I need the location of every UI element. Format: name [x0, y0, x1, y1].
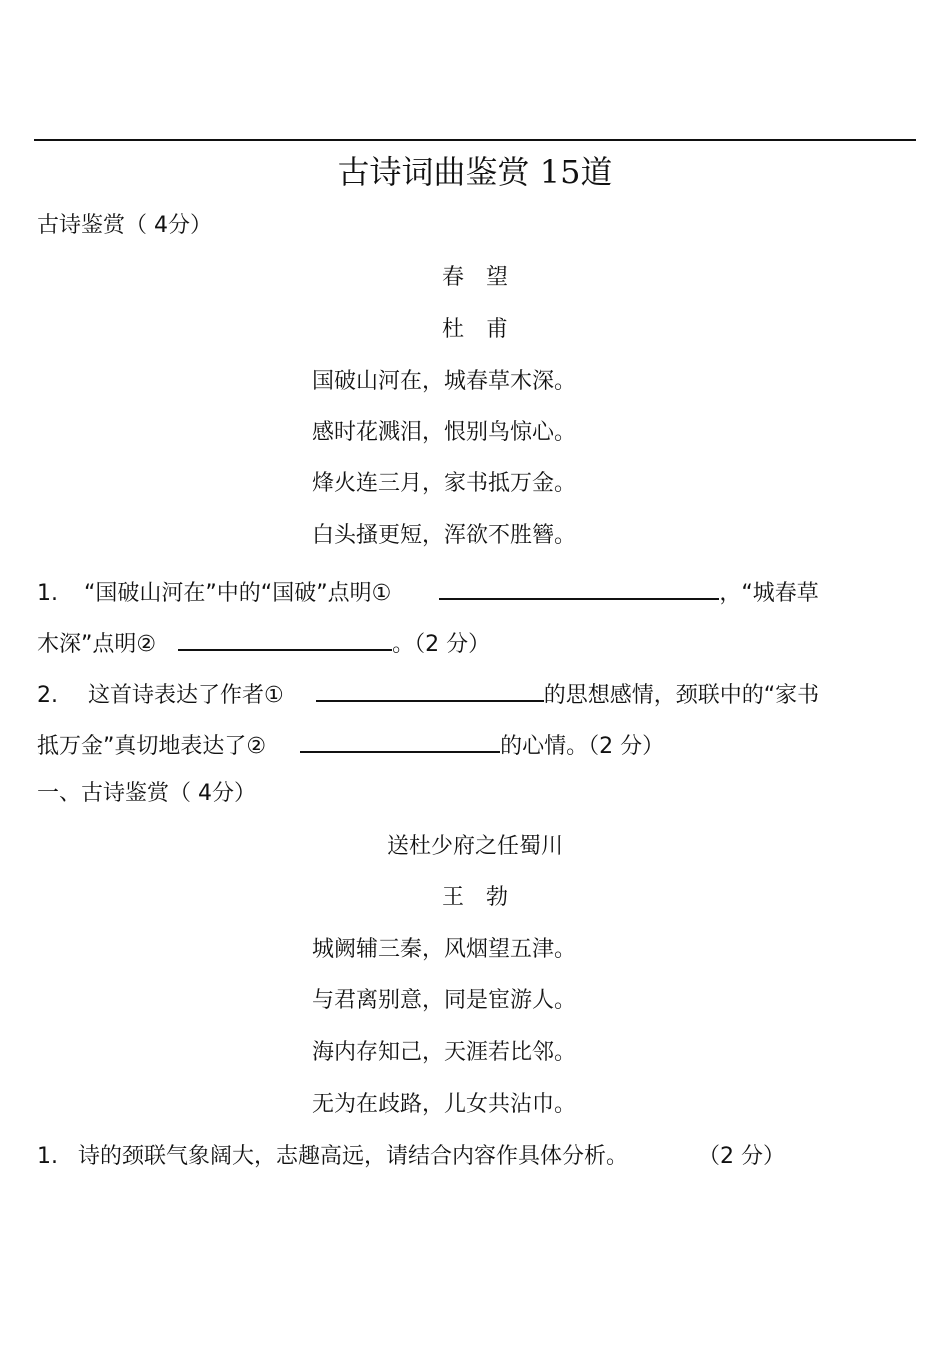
question-score: 的心情。（2 分）: [500, 734, 665, 759]
question-2: [37, 676, 819, 711]
question-text: ，“城春草: [719, 581, 819, 606]
question-text: 木深”点明②: [37, 632, 157, 657]
section-header: 古诗鉴赏（ 4分）: [37, 213, 212, 238]
question-1-cont: [37, 625, 490, 660]
poem-line: 烽火连三月，家书抵万金。: [312, 471, 577, 496]
question-1: [37, 574, 819, 609]
question-text: 这首诗表达了作者①: [88, 683, 284, 708]
poem-line: 城阙辅三秦，风烟望五津。: [312, 937, 577, 962]
question-1: [37, 1142, 785, 1172]
poem-line: 海内存知己，天涯若比邻。: [312, 1040, 577, 1065]
poem-line: 无为在歧路，儿女共沾巾。: [312, 1092, 577, 1117]
poem-author: 王 勃: [441, 885, 508, 910]
question-text: 抵万金”真切地表达了②: [37, 734, 267, 759]
question-number: 1.: [37, 1144, 58, 1169]
poem-author: 杜 甫: [441, 317, 508, 342]
poem-line: 国破山河在，城春草木深。: [312, 369, 577, 394]
poem-title: 春 望: [441, 265, 508, 290]
poem-line: 与君离别意，同是宦游人。: [312, 988, 577, 1013]
section-header: 一、古诗鉴赏（ 4分）: [37, 781, 256, 806]
question-number: 2.: [37, 683, 58, 708]
poem-line: 白头搔更短，浑欲不胜簪。: [312, 523, 577, 548]
poem-title: 送杜少府之任蜀川: [386, 834, 563, 859]
question-text: “国破山河在”中的“国破”点明①: [84, 581, 392, 606]
question-text: 诗的颈联气象阔大，志趣高远，请结合内容作具体分析。: [78, 1144, 629, 1169]
question-2-cont: [37, 727, 664, 762]
question-text: 的思想感情，颈联中的“家书: [543, 683, 820, 708]
answer-blank-3[interactable]: [316, 676, 544, 702]
top-rule: [34, 139, 916, 141]
document-title: 古诗词曲鉴赏 15道: [337, 153, 613, 191]
poem-line: 感时花溅泪，恨别鸟惊心。: [312, 420, 577, 445]
answer-blank-1[interactable]: [439, 574, 719, 600]
answer-blank-2[interactable]: [178, 625, 392, 651]
answer-blank-4[interactable]: [300, 727, 500, 753]
question-score: 。（2 分）: [392, 632, 491, 657]
question-number: 1.: [37, 581, 58, 606]
question-score: （2 分）: [698, 1144, 786, 1169]
